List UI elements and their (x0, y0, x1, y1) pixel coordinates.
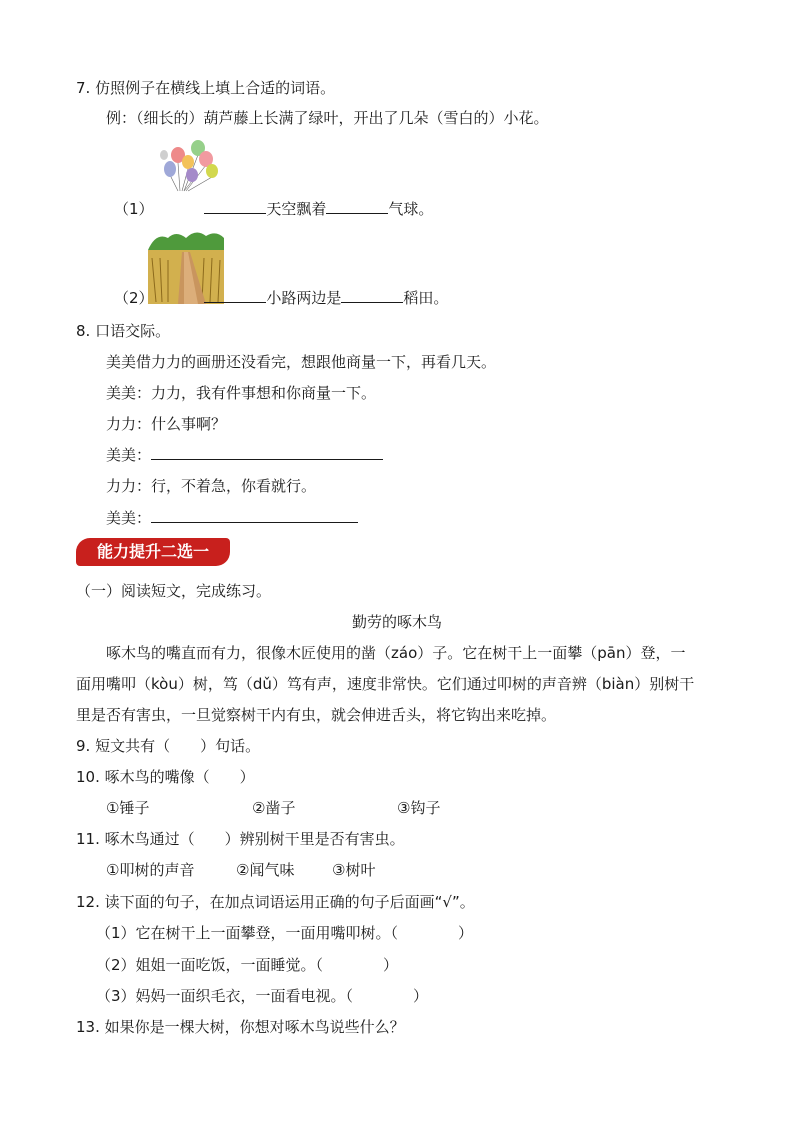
q13: 13. 如果你是一棵大树，你想对啄木鸟说些什么？ (76, 1018, 405, 1036)
q12-sentence-1: （1）它在树干上一面攀登，一面用嘴叩树。（ ） (96, 924, 474, 942)
q7-item1-blank1[interactable] (204, 199, 266, 214)
q8-intro: 美美借力力的画册还没看完，想跟他商量一下，再看几天。 (106, 353, 497, 371)
q10-option-3[interactable]: ③钩子 (397, 799, 441, 817)
q12-sentence-3: （3）妈妈一面织毛衣，一面看电视。（ ） (96, 987, 429, 1005)
q7-item2-blank1[interactable] (204, 288, 266, 303)
q8-answer-blank2[interactable] (151, 508, 358, 523)
passage-line: 里是否有害虫，一旦觉察树干内有虫，就会伸进舌头，将它钩出来吃掉。 (76, 706, 557, 724)
q8-speaker: 美美： (106, 509, 152, 527)
q7-example: 例：（细长的）葫芦藤上长满了绿叶，开出了几朵（雪白的）小花。 (106, 109, 549, 127)
q8-answer-blank1[interactable] (151, 445, 383, 460)
q9: 9. 短文共有（ ）句话。 (76, 737, 261, 755)
q11-option-2[interactable]: ②闻气味 (236, 861, 295, 879)
q7-item2-end: 稻田。 (403, 289, 449, 307)
q7-item1-blank2[interactable] (326, 199, 388, 214)
q8-dialogue-line: 力力：行，不着急，你看就行。 (106, 477, 317, 495)
q12-sentence-2: （2）姐姐一面吃饭，一面睡觉。（ ） (96, 956, 399, 974)
q12-title: 12. 读下面的句子，在加点词语运用正确的句子后面画“√”。 (76, 893, 475, 911)
q11-title: 11. 啄木鸟通过（ ）辨别树干里是否有害虫。 (76, 830, 405, 848)
q8-dialogue-line (106, 508, 358, 528)
q7-item2-number: （2） (114, 289, 154, 307)
passage-title: 勤劳的啄木鸟 (351, 613, 442, 631)
q7-item1-number: （1） (114, 200, 154, 218)
passage-line: 啄木鸟的嘴直而有力，很像木匠使用的凿（záo）子。它在树干上一面攀（pān）登，一 (106, 644, 686, 662)
q7-title: 7. 仿照例子在横线上填上合适的词语。 (76, 79, 336, 97)
q7-item1-end: 气球。 (388, 200, 434, 218)
q8-dialogue-line: 力力：什么事啊？ (106, 415, 227, 433)
q7-item1-middle: 天空飘着 (266, 200, 327, 218)
passage-line: 面用嘴叩（kòu）树，笃（dǔ）笃有声，速度非常快。它们通过叩树的声音辨（biàn）别树干 (76, 675, 695, 693)
q7-item1 (114, 199, 433, 219)
q11-option-1[interactable]: ①叩树的声音 (106, 861, 195, 879)
q8-dialogue-line: 美美：力力，我有件事想和你商量一下。 (106, 384, 377, 402)
section-badge: 能力提升二选一 (76, 538, 230, 566)
q11-option-3[interactable]: ③树叶 (332, 861, 376, 879)
reading-intro: （一）阅读短文，完成练习。 (76, 582, 272, 600)
q8-dialogue-line (106, 445, 383, 465)
balloons-picture (148, 135, 224, 193)
q10-option-2[interactable]: ②凿子 (252, 799, 296, 817)
q8-title: 8. 口语交际。 (76, 322, 171, 340)
q7-item2-blank2[interactable] (341, 288, 403, 303)
q7-item2 (114, 288, 448, 308)
q8-speaker: 美美： (106, 446, 152, 464)
q10-title: 10. 啄木鸟的嘴像（ ） (76, 768, 255, 786)
q10-option-1[interactable]: ①锤子 (106, 799, 150, 817)
q7-item2-middle: 小路两边是 (266, 289, 342, 307)
